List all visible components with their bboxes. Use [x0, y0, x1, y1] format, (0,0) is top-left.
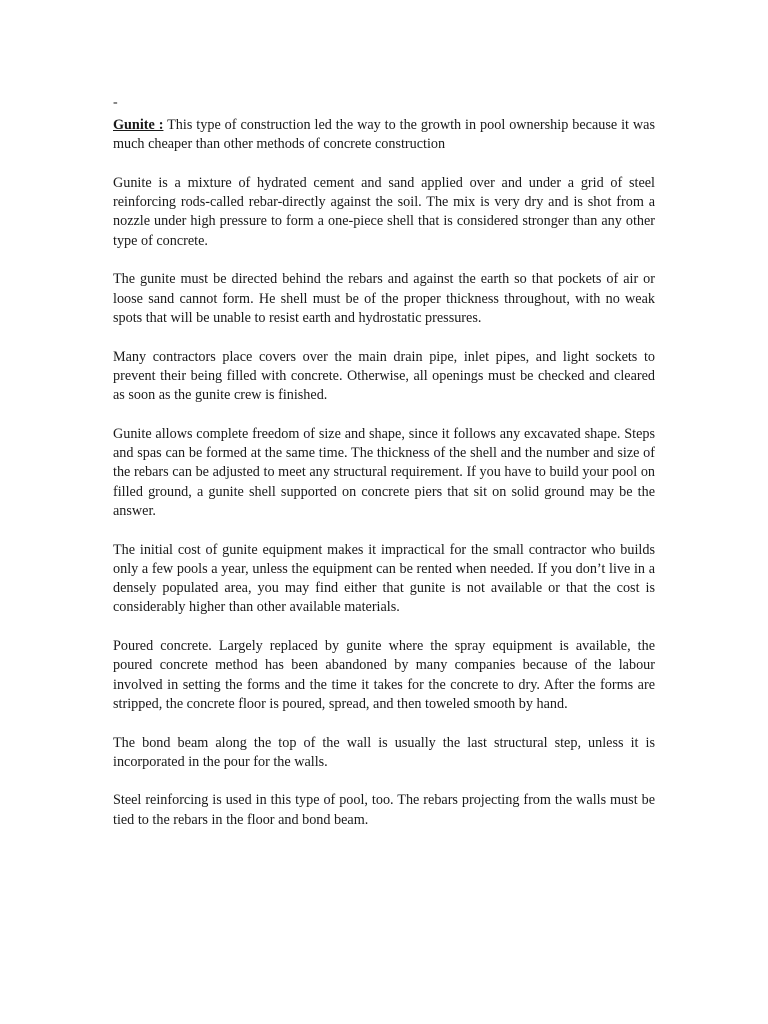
paragraph-5: Gunite allows complete freedom of size and shape, since it follows any excavated shape. Steps and spas can be formed at the same time. The thickness of the shell and the number and size of the rebars can be adjusted to meet any structural requirement. If you have to build your pool on filled ground, a gunite shell supported on concrete piers that sit on solid ground may be the answer. — [113, 425, 655, 519]
paragraph-7: Poured concrete. Largely replaced by gunite where the spray equipment is available, the poured concrete method has been abandoned by many companies because of the labour involved in setting the forms and the time it takes for the concrete to dry. After the forms are stripped, the concrete floor is poured, spread, and then toweled smooth by hand. — [113, 638, 655, 712]
paragraph-9: Steel reinforcing is used in this type of pool, too. The rebars projecting from the walls must be tied to the rebars in the floor and bond beam. — [113, 792, 655, 828]
paragraph-8: The bond beam along the top of the wall is usually the last structural step, unless it is incorporated in the pour for the walls. — [113, 734, 655, 770]
paragraph-1-text: This type of construction led the way to the growth in pool ownership because it was much cheaper than other methods of concrete construction — [113, 117, 655, 153]
paragraph-3: The gunite must be directed behind the rebars and against the earth so that pockets of air or loose sand cannot form. He shell must be of the proper thickness throughout, with no weak spots that will be unable to resist earth and hydrostatic pressures. — [113, 271, 655, 326]
paragraph-1 — [113, 116, 655, 155]
paragraph-4: Many contractors place covers over the main drain pipe, inlet pipes, and light sockets to prevent their being filled with concrete. Otherwise, all openings must be checked and cleared as soon as the gunite crew is finished. — [113, 348, 655, 404]
paragraph-6: The initial cost of gunite equipment makes it impractical for the small contractor who builds only a few pools a year, unless the equipment can be rented when needed. If you don’t live in a densely populated area, you may find either that gunite is not available or that the cost is considerably higher than other available materials. — [113, 541, 655, 616]
document-body — [113, 116, 655, 849]
gunite-heading: Gunite : — [113, 117, 164, 133]
top-mark: - — [113, 95, 118, 110]
paragraph-2: Gunite is a mixture of hydrated cement and sand applied over and under a grid of steel reinforcing rods-called rebar-directly against the soil. The mix is very dry and is shot from a nozzle under high pressure to form a one-piece shell that is considered stronger than any other type of concrete. — [113, 174, 655, 249]
